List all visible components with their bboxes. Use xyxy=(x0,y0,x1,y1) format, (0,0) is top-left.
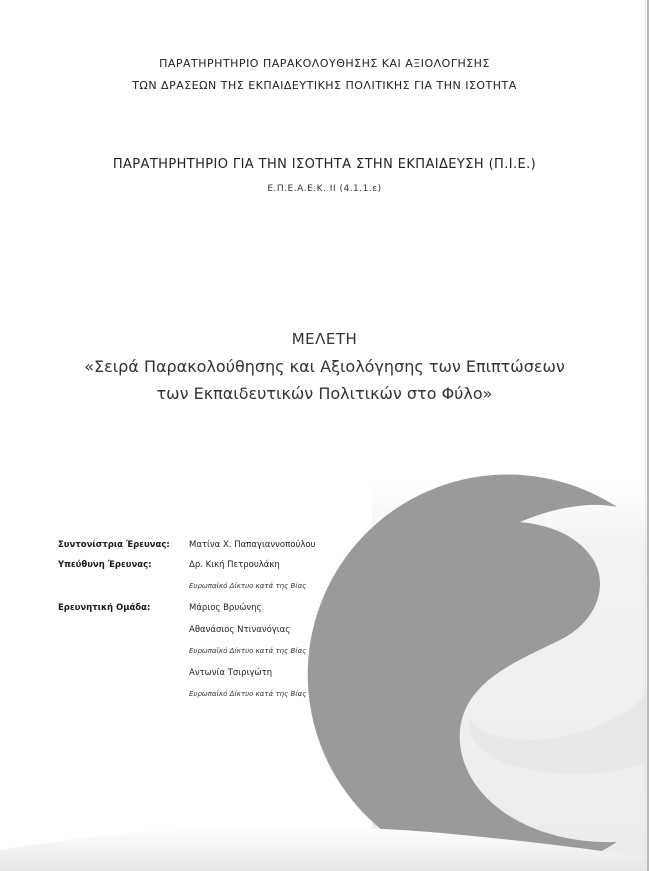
observatory-code: Ε.Π.Ε.Α.Ε.Κ. ΙΙ (4.1.1.ε) xyxy=(267,184,382,194)
group-label: Ερευνητική Ομάδα: xyxy=(58,603,151,613)
member-1-name: Μάριος Βρυώνης xyxy=(189,603,262,613)
study-label: ΜΕΛΕΤΗ xyxy=(291,330,358,348)
study-title-line-1: «Σειρά Παρακολούθησης και Αξιολόγησης των Επιπτώσεων xyxy=(84,357,565,376)
header-line-2: ΤΩΝ ΔΡΑΣΕΩΝ ΤΗΣ ΕΚΠΑΙΔΕΥΤΙΚΗΣ ΠΟΛΙΤΙΚΗΣ ΓΙΑ ΤΗΝ ΙΣΟΤΗΤΑ xyxy=(132,79,517,92)
member-2-name: Αθανάσιος Ντινανόγιας xyxy=(189,625,291,635)
member-3-affiliation: Ευρωπαϊκό Δίκτυο κατά της Βίας xyxy=(189,690,307,698)
coordinator-label: Συντονίστρια Έρευνας: xyxy=(58,540,170,550)
study-title-line-2: των Εκπαιδευτικών Πολιτικών στο Φύλο» xyxy=(156,384,493,403)
observatory-title: ΠΑΡΑΤΗΡΗΤΗΡΙΟ ΓΙΑ ΤΗΝ ΙΣΟΤΗΤΑ ΣΤΗΝ ΕΚΠΑΙΔΕΥΣΗ (Π.Ι.Ε.) xyxy=(112,157,537,172)
coordinator-name: Ματίνα Χ. Παπαγιαννοπούλου xyxy=(189,540,316,550)
lead-name: Δρ. Κική Πετρουλάκη xyxy=(189,560,280,570)
member-3-name: Αντωνία Τσιριγώτη xyxy=(189,668,273,678)
member-2-affiliation: Ευρωπαϊκό Δίκτυο κατά της Βίας xyxy=(189,647,307,655)
lead-label: Υπεύθυνη Έρευνας: xyxy=(58,560,152,570)
page-edge-inner xyxy=(645,0,646,871)
header-line-1: ΠΑΡΑΤΗΡΗΤΗΡΙΟ ΠΑΡΑΚΟΛΟΥΘΗΣΗΣ ΚΑΙ ΑΞΙΟΛΟΓΗΣΗΣ xyxy=(159,57,490,70)
lead-affiliation: Ευρωπαϊκό Δίκτυο κατά της Βίας xyxy=(189,582,307,590)
